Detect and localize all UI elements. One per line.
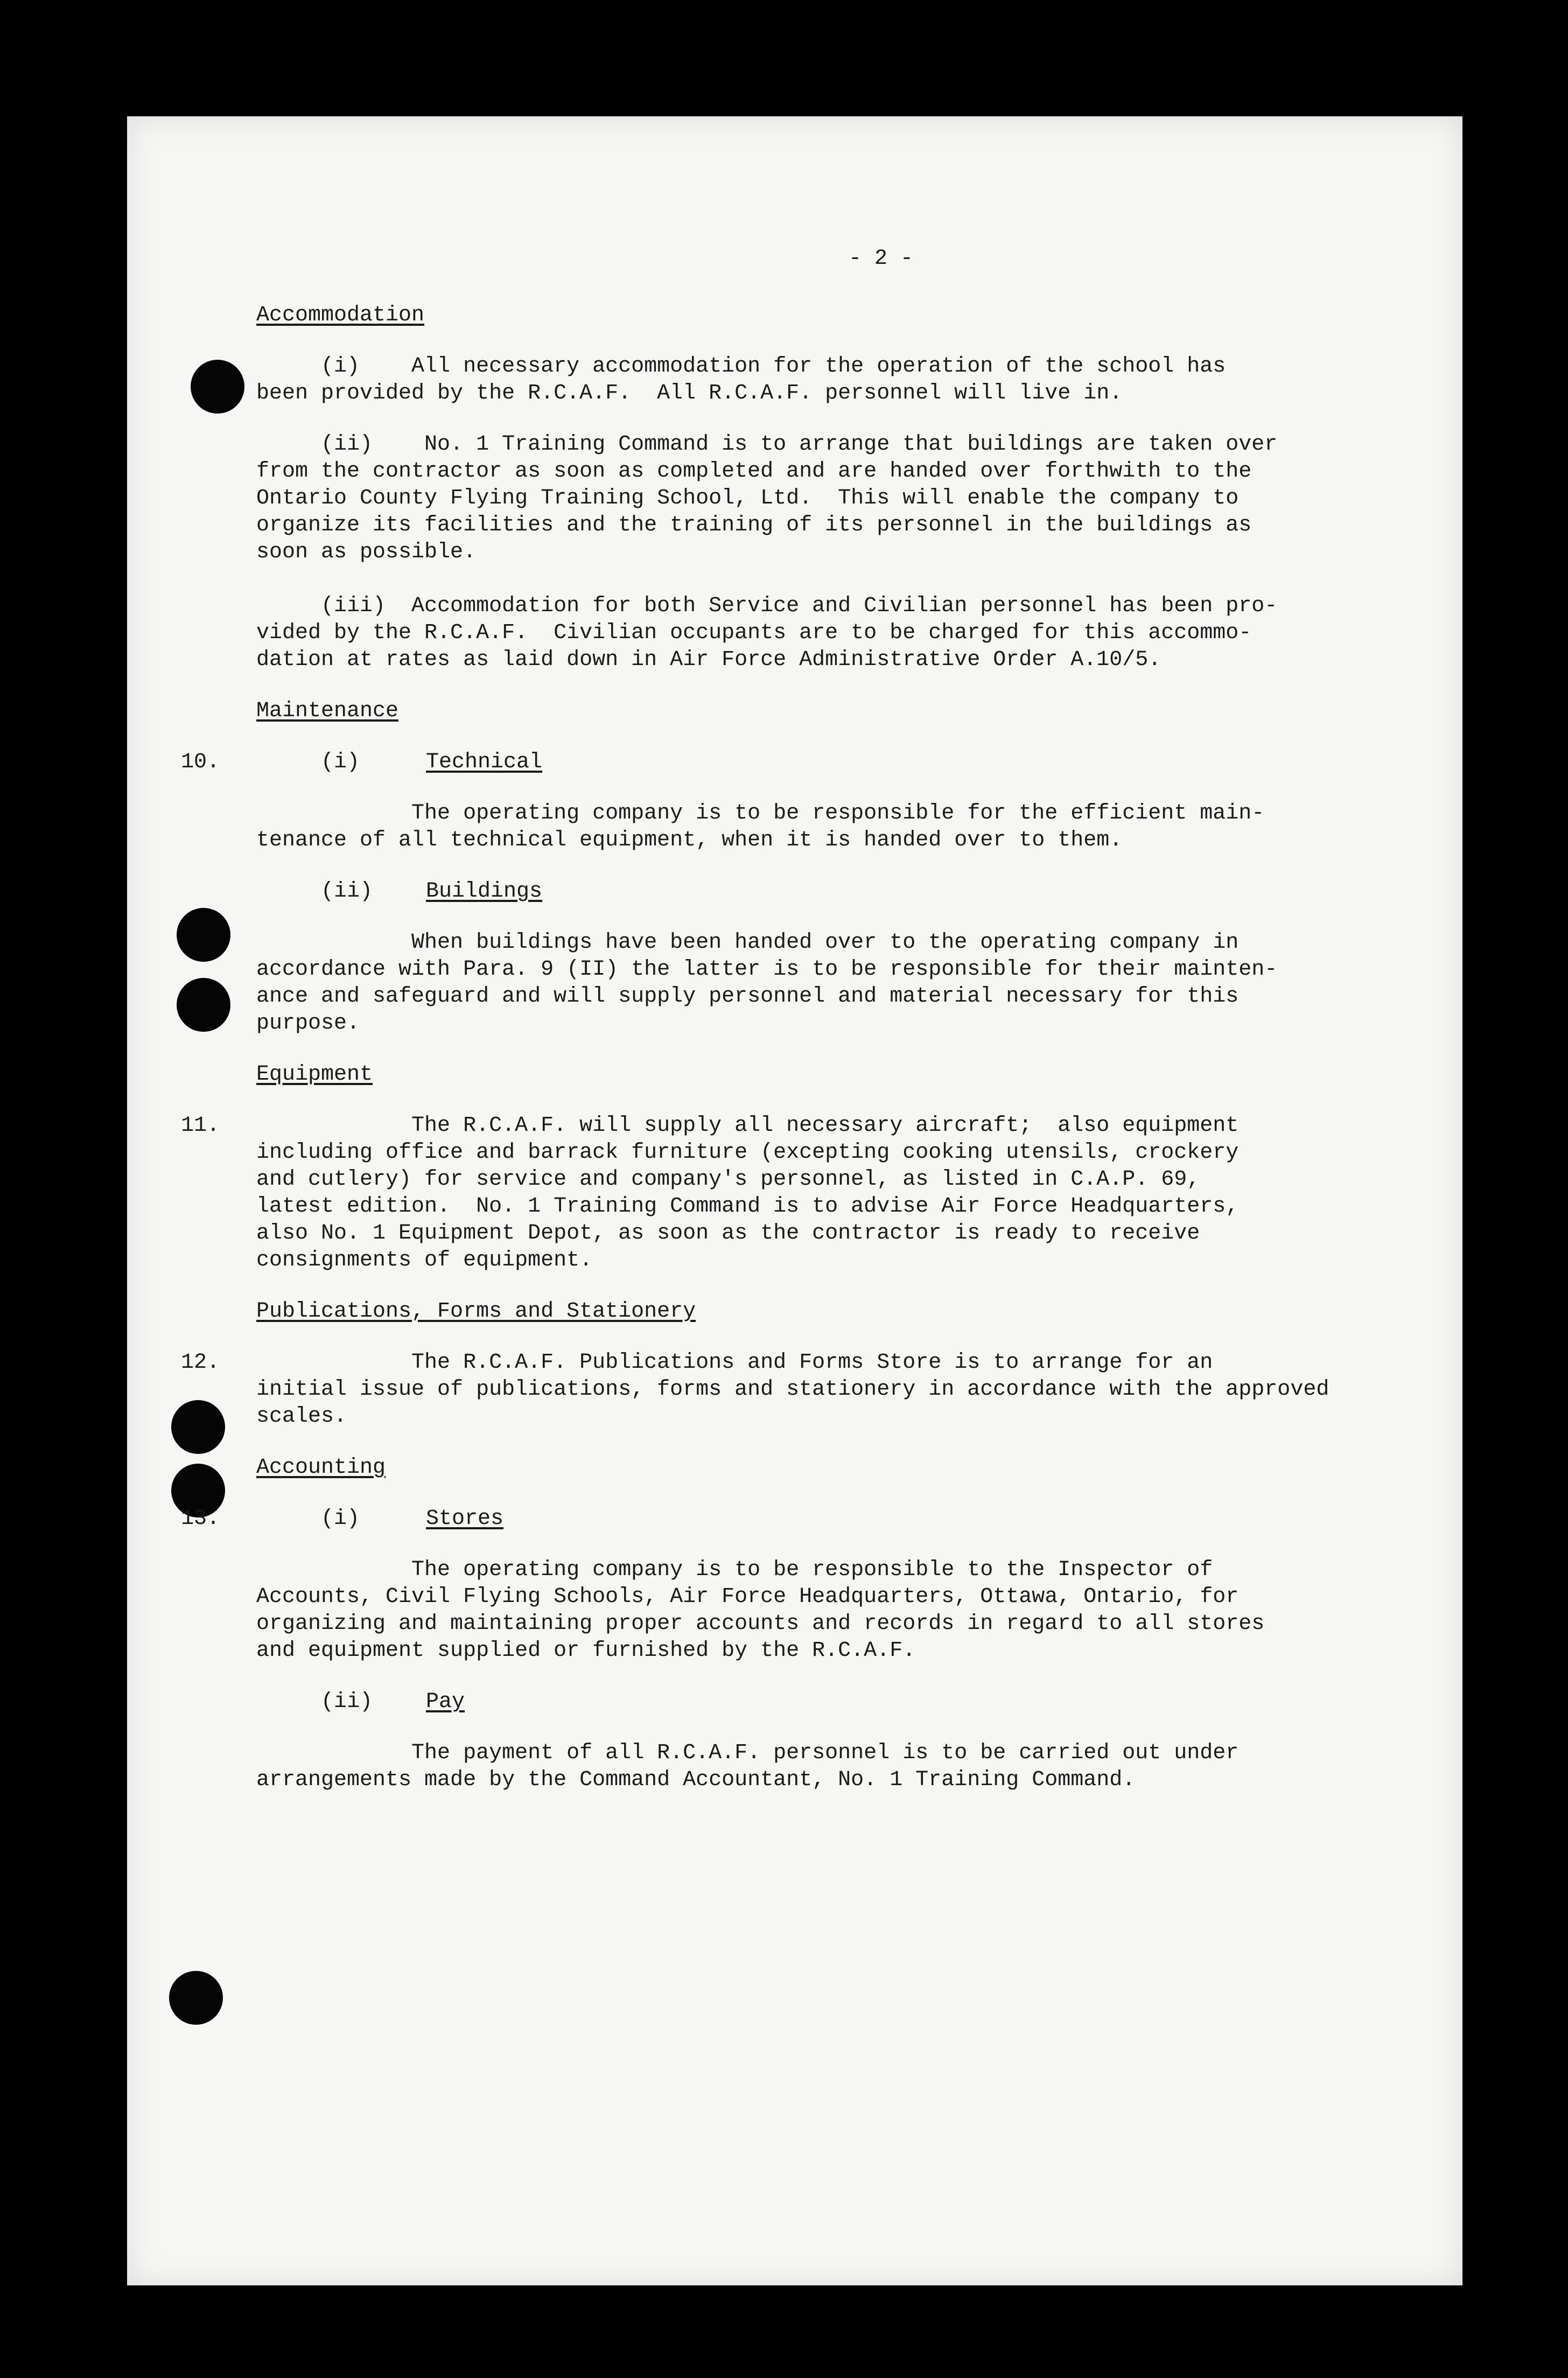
text-line: The R.C.A.F. Publications and Forms Store is to arrange for an [256,1351,1213,1375]
text-line: also No. 1 Equipment Depot, as soon as the contractor is ready to receive [256,1221,1200,1246]
subsection-title: Technical [426,750,543,774]
text-line: and equipment supplied or furnished by the R.C.A.F. [256,1639,916,1663]
text-line: organizing and maintaining proper accounts and records in regard to all stores [256,1612,1265,1636]
section-heading: Equipment [256,1062,373,1087]
text-line: Ontario County Flying Training School, Ltd. This will enable the company to [256,486,1239,510]
text-line: scales. [256,1404,347,1429]
text-line: (iii) Accommodation for both Service and Civilian personnel has been pro- [256,594,1278,618]
subsection-title: Buildings [426,879,543,904]
section-heading: Publications, Forms and Stationery [256,1299,696,1324]
text-line: dation at rates as laid down in Air Force Administrative Order A.10/5. [256,648,1161,672]
text-line: (ii) No. 1 Training Command is to arrange that buildings are taken over [256,432,1278,457]
section-heading: Accommodation [256,303,425,327]
section-heading: Accounting [256,1456,386,1480]
subsection-label: (i) [321,1507,360,1531]
text-line: been provided by the R.C.A.F. All R.C.A.F. personnel will live in. [256,381,1123,405]
paragraph-number: 13. [181,1507,220,1531]
text-line: (i) All necessary accommodation for the operation of the school has [256,354,1226,379]
subsection-title: Stores [426,1507,504,1531]
page-number: - 2 - [849,247,914,271]
subsection-label: (ii) [321,879,373,904]
subsection-label: (i) [321,750,360,774]
punch-hole [177,978,230,1032]
text-line: consignments of equipment. [256,1248,593,1272]
text-line: purpose. [256,1011,360,1036]
text-line: The payment of all R.C.A.F. personnel is to be carried out under [256,1741,1239,1765]
text-line: tenance of all technical equipment, when it is handed over to them. [256,828,1123,852]
text-line: including office and barrack furniture (excepting cooking utensils, crockery [256,1141,1239,1165]
text-line: initial issue of publications, forms and stationery in accordance with the approved [256,1377,1329,1402]
text-line: organize its facilities and the training of its personnel in the buildings as [256,513,1252,537]
section-heading: Maintenance [256,699,399,723]
document-body [181,116,1376,1792]
punch-hole [177,908,230,962]
paragraph-number: 12. [181,1351,220,1375]
text-line: and cutlery) for service and company's personnel, as listed in C.A.P. 69, [256,1167,1200,1192]
text-line: ance and safeguard and will supply personnel and material necessary for this [256,984,1239,1009]
text-line: accordance with Para. 9 (II) the latter is to be responsible for their mainten- [256,957,1278,982]
document-page [127,116,1462,2285]
text-line: soon as possible. [256,540,477,564]
paragraph-number: 10. [181,750,220,774]
text-line: Accounts, Civil Flying Schools, Air Force Headquarters, Ottawa, Ontario, for [256,1585,1239,1609]
text-line: vided by the R.C.A.F. Civilian occupants are to be charged for this accommo- [256,621,1252,645]
text-line: arrangements made by the Command Accountant, No. 1 Training Command. [256,1768,1136,1792]
punch-hole [171,1400,225,1454]
punch-hole [191,360,244,414]
punch-hole [169,1971,223,2025]
text-line: latest edition. No. 1 Training Command is to advise Air Force Headquarters, [256,1194,1239,1219]
text-line: The operating company is to be responsible to the Inspector of [256,1558,1213,1582]
subsection-label: (ii) [321,1690,373,1714]
text-line: When buildings have been handed over to the operating company in [256,931,1239,955]
text-line: The R.C.A.F. will supply all necessary aircraft; also equipment [256,1114,1239,1138]
subsection-title: Pay [426,1690,465,1714]
text-line: from the contractor as soon as completed and are handed over forthwith to the [256,459,1252,484]
paragraph-number: 11. [181,1114,220,1138]
text-line: The operating company is to be responsible for the efficient main- [256,801,1265,826]
